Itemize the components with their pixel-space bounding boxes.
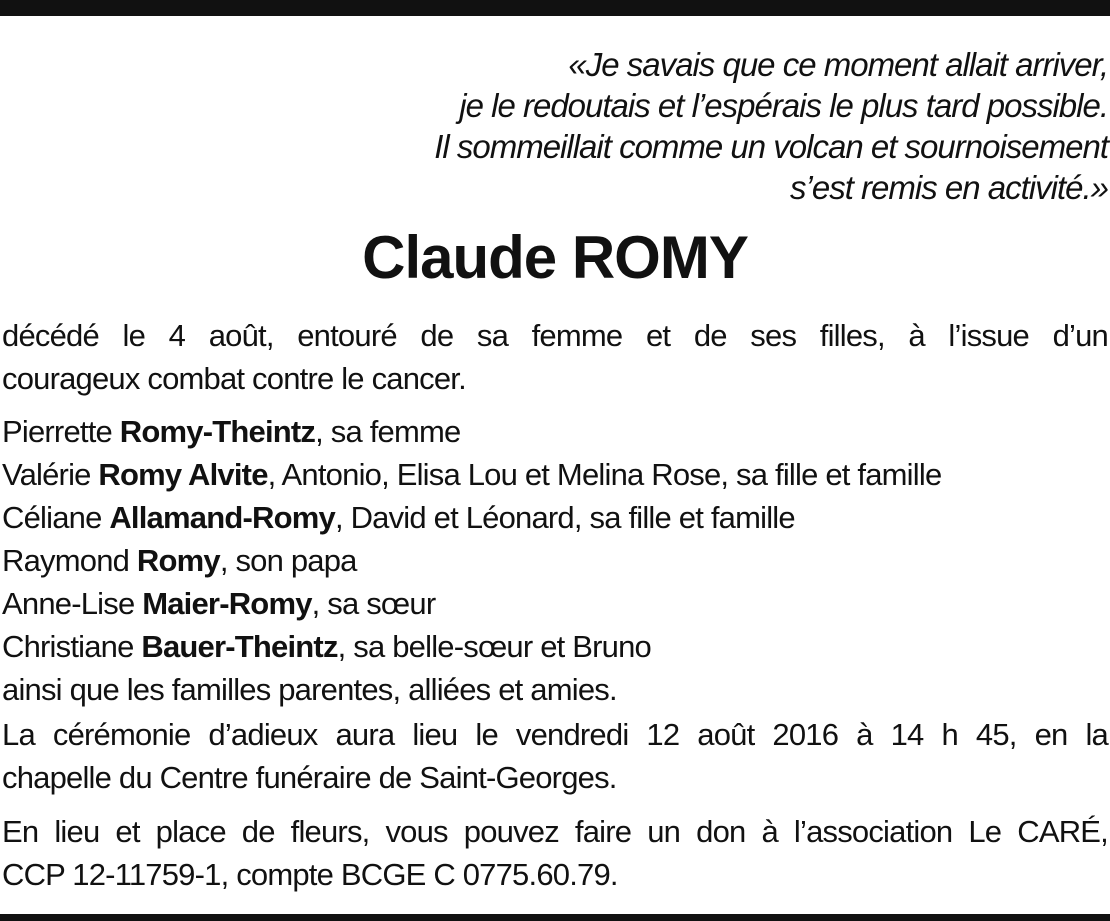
family-surname: Romy <box>136 543 220 578</box>
family-member <box>2 496 1108 539</box>
family-surname: Allamand-Romy <box>109 500 335 535</box>
family-list <box>2 410 1108 711</box>
death-notice-line: courageux combat contre le cancer. <box>2 361 466 396</box>
family-member <box>2 539 1108 582</box>
family-first-name: Raymond <box>2 543 137 578</box>
family-closing: ainsi que les familles parentes, alliées et amies. <box>2 672 617 707</box>
bottom-border-rule <box>0 914 1110 921</box>
family-relation: , Antonio, Elisa Lou et Melina Rose, sa fille et famille <box>267 457 942 492</box>
family-member <box>2 410 1108 453</box>
ceremony-paragraph <box>2 713 1108 799</box>
family-member <box>2 453 1108 496</box>
family-relation: , sa belle-sœur et Bruno <box>337 629 651 664</box>
family-relation: , son papa <box>219 543 357 578</box>
family-member <box>2 582 1108 625</box>
family-surname: Romy Alvite <box>98 457 268 492</box>
family-first-name: Céliane <box>2 500 110 535</box>
family-surname: Romy-Theintz <box>119 414 316 449</box>
quote-line: «Je savais que ce moment allait arriver, <box>568 46 1108 83</box>
donation-line: CCP 12-11759-1, compte BCGE C 0775.60.79. <box>2 857 618 892</box>
family-surname: Bauer-Theintz <box>141 629 338 664</box>
family-first-name: Anne-Lise <box>2 586 143 621</box>
ceremony-line: La cérémonie d’adieux aura lieu le vendredi 12 août 2016 à 14 h 45, en la <box>2 717 1108 752</box>
family-relation: , David et Léonard, sa fille et famille <box>334 500 795 535</box>
family-first-name: Pierrette <box>2 414 120 449</box>
donation-line: En lieu et place de fleurs, vous pouvez faire un don à l’association Le CARÉ, <box>2 814 1108 849</box>
quote-line: Il sommeillait comme un volcan et sournoisement <box>434 128 1108 165</box>
donation-paragraph <box>2 810 1108 896</box>
death-notice-line: décédé le 4 août, entouré de sa femme et de ses filles, à l’issue d’un <box>2 318 1108 353</box>
family-surname: Maier-Romy <box>142 586 312 621</box>
epigraph-quote <box>300 44 1108 208</box>
death-notice-paragraph <box>2 314 1108 400</box>
family-relation: , sa sœur <box>311 586 436 621</box>
deceased-name: Claude ROMY <box>362 224 748 291</box>
family-member <box>2 625 1108 668</box>
quote-line: je le redoutais et l’espérais le plus tard possible. <box>459 87 1108 124</box>
family-relation: , sa femme <box>315 414 461 449</box>
top-border-rule <box>0 0 1110 16</box>
family-first-name: Valérie <box>2 457 99 492</box>
quote-line: s’est remis en activité.» <box>790 169 1108 206</box>
ceremony-line: chapelle du Centre funéraire de Saint-Georges. <box>2 760 617 795</box>
family-first-name: Christiane <box>2 629 142 664</box>
